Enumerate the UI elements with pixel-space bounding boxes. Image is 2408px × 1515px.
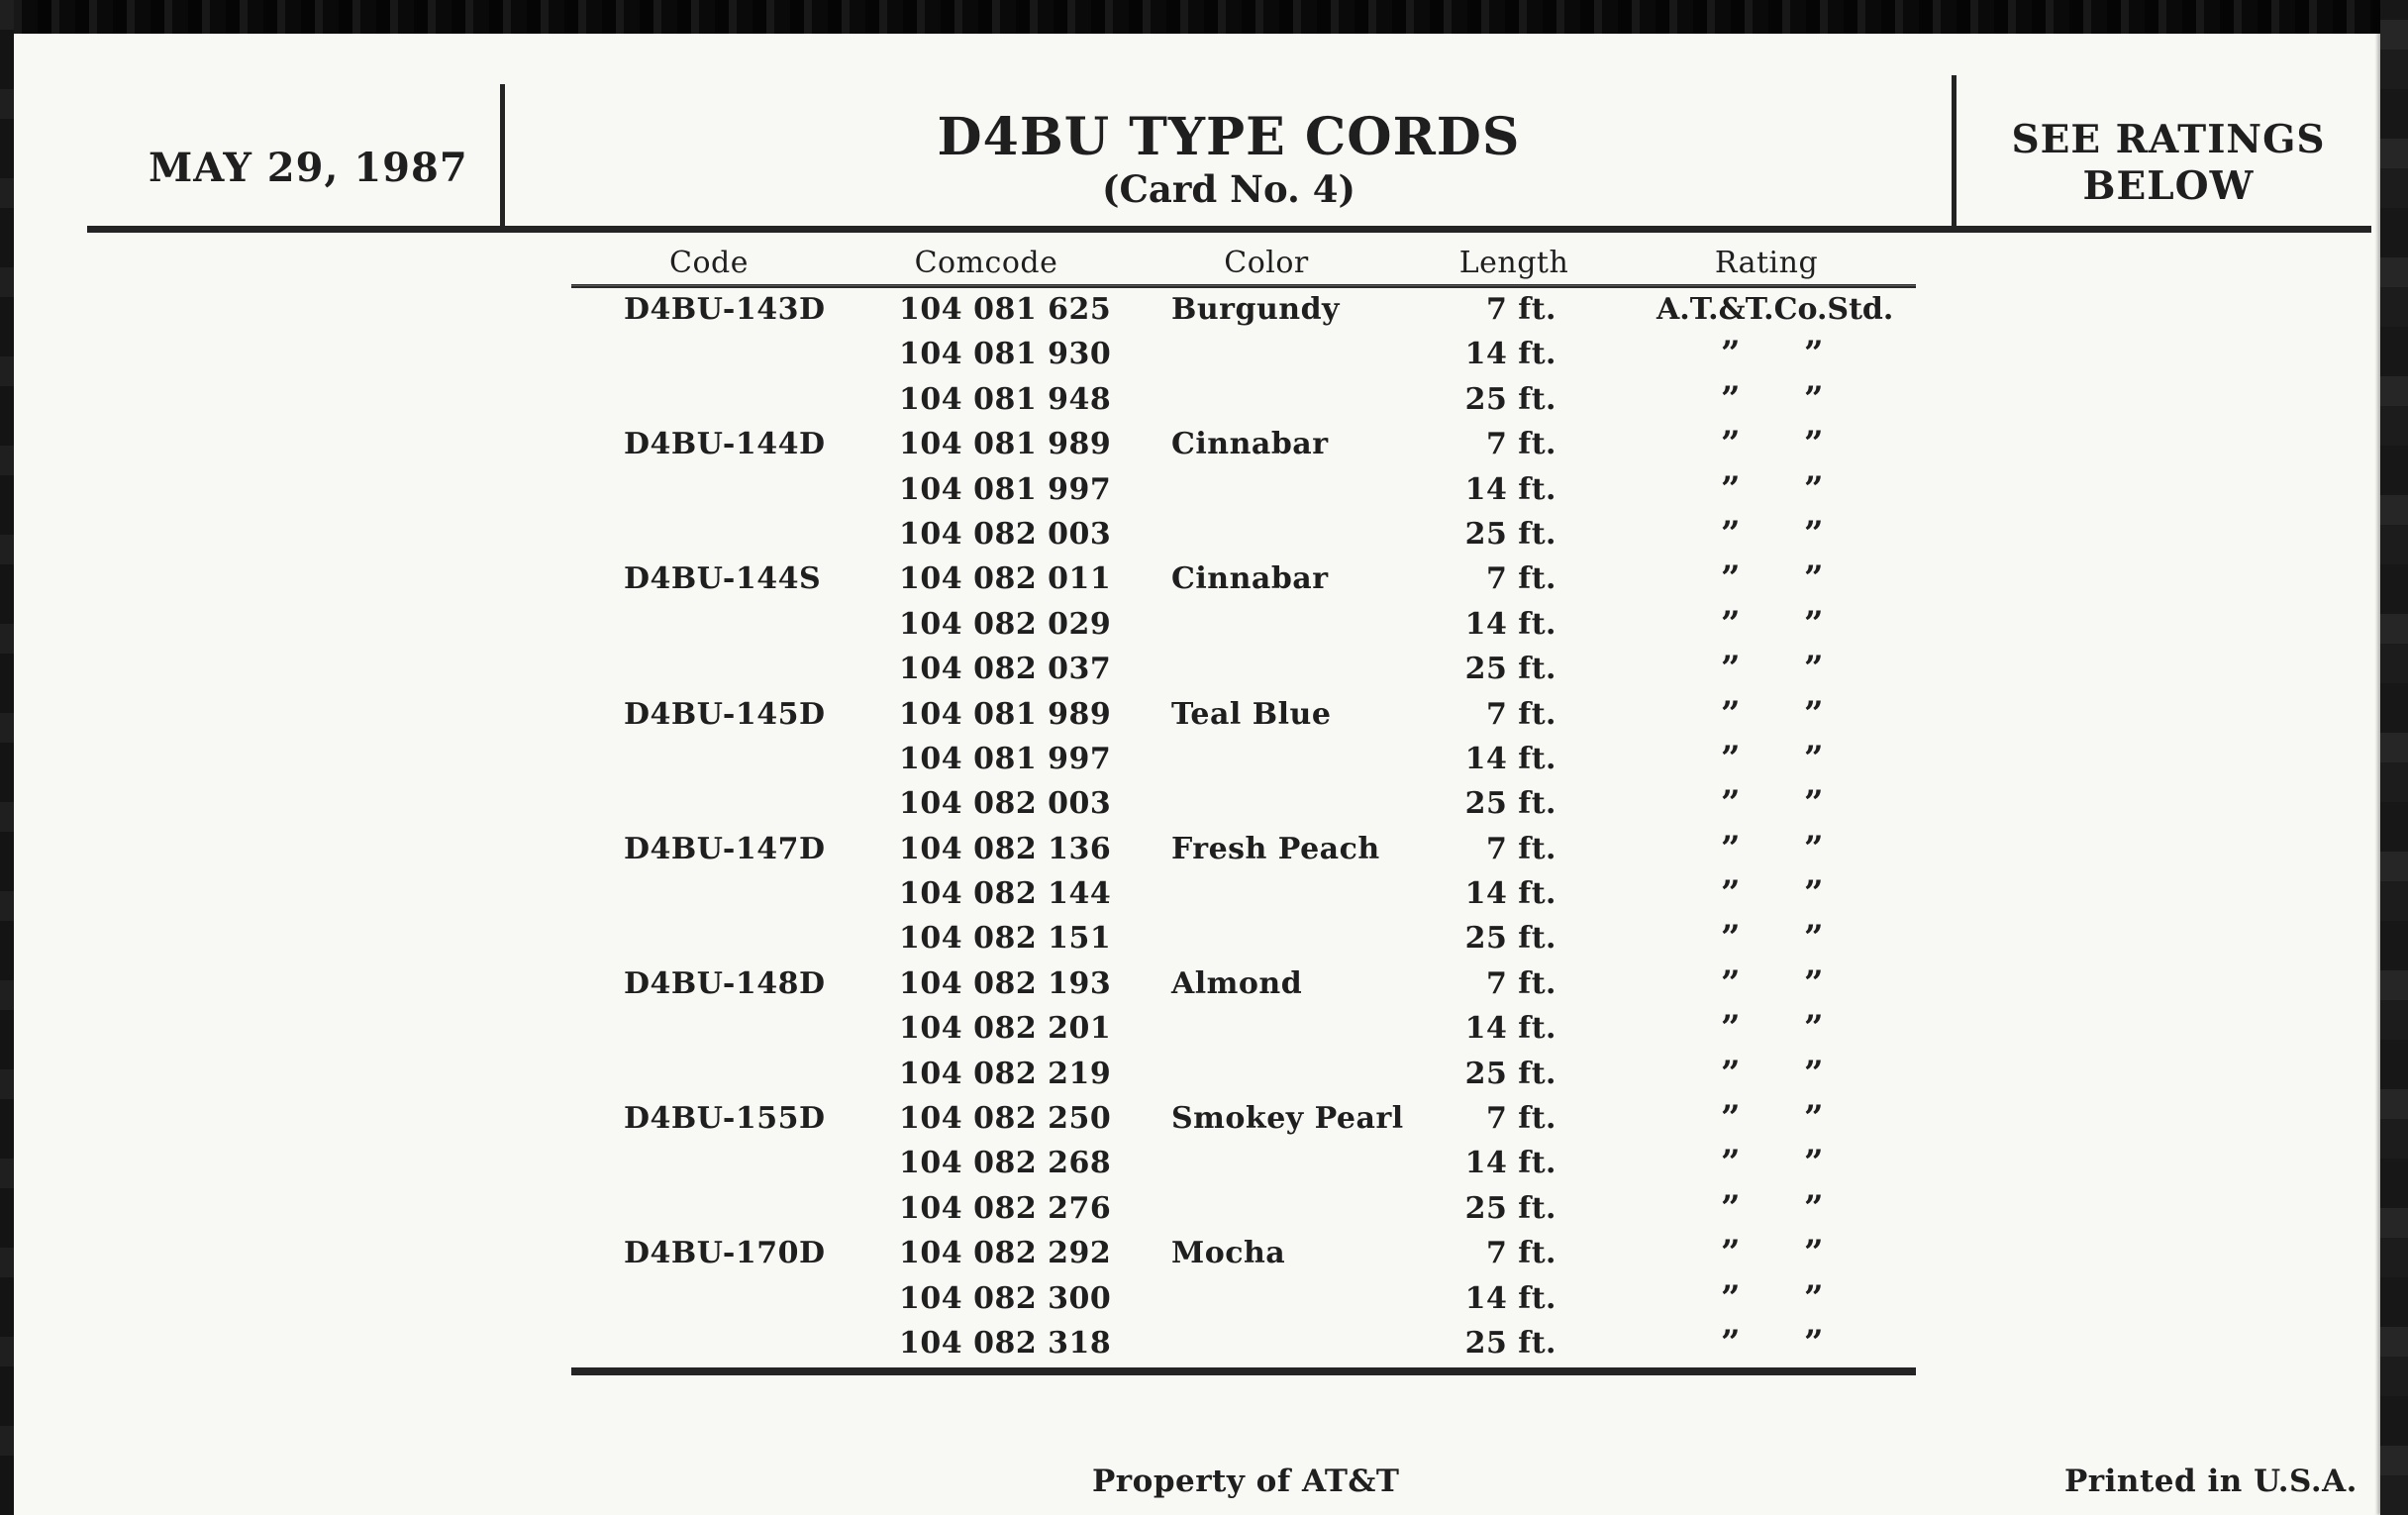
- cell-rating-ditto: ”: [1803, 783, 1825, 824]
- cell-rating-ditto: ”: [1803, 468, 1825, 509]
- title-block: [882, 109, 1575, 210]
- cell-comcode: 104 082 292: [899, 1236, 1112, 1271]
- table-row: [571, 781, 1916, 826]
- header-divider-left: [500, 84, 505, 230]
- cell-code: D4BU-143D: [624, 292, 826, 327]
- cell-comcode: 104 082 276: [899, 1190, 1112, 1226]
- cell-length: 7 ft.: [1485, 696, 1556, 732]
- cell-rating-ditto: ”: [1803, 962, 1825, 1003]
- cell-comcode: 104 082 193: [899, 965, 1112, 1001]
- cell-comcode: 104 081 997: [899, 471, 1112, 507]
- cell-comcode: 104 082 201: [899, 1011, 1112, 1047]
- cell-rating-ditto: ”: [1803, 649, 1825, 689]
- cell-rating-ditto: ”: [1803, 1098, 1825, 1139]
- cell-comcode: 104 081 625: [899, 292, 1112, 327]
- cell-length: 25 ft.: [1464, 1190, 1556, 1226]
- cell-rating-ditto: ”: [1720, 649, 1742, 689]
- cell-rating-ditto: ”: [1720, 693, 1742, 734]
- cell-rating-ditto: ”: [1803, 1187, 1825, 1228]
- page-subtitle: (Card No. 4): [1101, 167, 1356, 211]
- cell-rating-ditto: ”: [1803, 1008, 1825, 1049]
- cell-code: D4BU-155D: [624, 1101, 826, 1137]
- cell-length: 14 ft.: [1464, 1011, 1556, 1047]
- card-date: MAY 29, 1987: [149, 145, 468, 191]
- cell-comcode: 104 082 151: [899, 921, 1112, 957]
- cell-rating-ditto: ”: [1720, 1053, 1742, 1093]
- table-row: [571, 1141, 1916, 1185]
- table-row: [571, 1006, 1916, 1051]
- cell-comcode: 104 082 268: [899, 1146, 1112, 1181]
- cell-length: 25 ft.: [1464, 1056, 1556, 1091]
- cell-rating-ditto: ”: [1720, 558, 1742, 599]
- footer-printed-note: Printed in U.S.A.: [2064, 1464, 2358, 1499]
- cell-rating-ditto: ”: [1720, 828, 1742, 868]
- scan-edge-left: [0, 0, 14, 1515]
- cell-code: D4BU-144S: [624, 561, 822, 597]
- cell-comcode: 104 082 318: [899, 1325, 1112, 1361]
- table-row: [571, 1096, 1916, 1141]
- cell-length: 7 ft.: [1485, 1101, 1556, 1137]
- cell-comcode: 104 082 300: [899, 1280, 1112, 1316]
- table-row: [571, 287, 1916, 332]
- cell-rating-ditto: ”: [1803, 513, 1825, 554]
- cell-code: D4BU-144D: [624, 427, 826, 462]
- cell-length: 25 ft.: [1464, 786, 1556, 822]
- cell-rating-ditto: ”: [1720, 738, 1742, 778]
- cell-rating-ditto: ”: [1720, 603, 1742, 644]
- cell-comcode: 104 082 003: [899, 516, 1112, 552]
- cell-rating-ditto: ”: [1803, 1143, 1825, 1183]
- cell-color: Mocha: [1171, 1236, 1286, 1271]
- cell-length: 25 ft.: [1464, 1325, 1556, 1361]
- table-row: [571, 377, 1916, 422]
- cell-comcode: 104 082 003: [899, 786, 1112, 822]
- cell-code: D4BU-147D: [624, 831, 826, 866]
- cell-comcode: 104 081 997: [899, 741, 1112, 776]
- table-row: [571, 1276, 1916, 1321]
- cell-comcode: 104 082 011: [899, 561, 1112, 597]
- cell-rating-ditto: ”: [1803, 828, 1825, 868]
- cell-rating-ditto: ”: [1720, 1233, 1742, 1273]
- cell-rating-ditto: ”: [1803, 1053, 1825, 1093]
- table-row: [571, 961, 1916, 1006]
- cell-color: Fresh Peach: [1171, 831, 1380, 866]
- cell-rating-ditto: ”: [1720, 1008, 1742, 1049]
- cell-color: Teal Blue: [1171, 696, 1332, 732]
- table-row: [571, 827, 1916, 871]
- cell-length: 25 ft.: [1464, 652, 1556, 687]
- cell-color: Almond: [1171, 965, 1303, 1001]
- cell-rating-ditto: ”: [1803, 1277, 1825, 1318]
- cell-comcode: 104 081 989: [899, 427, 1112, 462]
- cell-comcode: 104 082 219: [899, 1056, 1112, 1091]
- cell-rating-ditto: ”: [1803, 1322, 1825, 1363]
- table-row: [571, 467, 1916, 512]
- ratings-note-line2: BELOW: [2082, 163, 2255, 209]
- cell-rating-ditto: ”: [1720, 424, 1742, 464]
- ratings-note: [1965, 117, 2371, 210]
- cell-rating-ditto: ”: [1720, 334, 1742, 374]
- cell-comcode: 104 082 136: [899, 831, 1112, 866]
- cell-rating-ditto: ”: [1720, 1322, 1742, 1363]
- column-header-length: Length: [1458, 246, 1569, 280]
- table-row: [571, 422, 1916, 466]
- cell-length: 7 ft.: [1485, 831, 1556, 866]
- cell-length: 14 ft.: [1464, 337, 1556, 372]
- cell-length: 25 ft.: [1464, 381, 1556, 417]
- cell-rating-ditto: ”: [1803, 918, 1825, 959]
- cell-color: Cinnabar: [1171, 427, 1329, 462]
- ratings-note-line1: SEE RATINGS: [2011, 117, 2326, 162]
- cell-rating-ditto: ”: [1720, 873, 1742, 914]
- scan-edge-right: [2380, 0, 2408, 1515]
- header-divider-right: [1952, 75, 1956, 230]
- cell-length: 14 ft.: [1464, 876, 1556, 912]
- table-row: [571, 602, 1916, 647]
- cell-color: Burgundy: [1171, 292, 1340, 327]
- cell-rating-ditto: ”: [1720, 1143, 1742, 1183]
- cell-length: 7 ft.: [1485, 1236, 1556, 1271]
- cell-rating-ditto: ”: [1803, 334, 1825, 374]
- cell-rating-ditto: ”: [1803, 424, 1825, 464]
- cell-length: 7 ft.: [1485, 292, 1556, 327]
- cell-rating-ditto: ”: [1720, 468, 1742, 509]
- table-row: [571, 871, 1916, 916]
- table-row: [571, 916, 1916, 960]
- table-row: [571, 556, 1916, 601]
- cell-comcode: 104 081 989: [899, 696, 1112, 732]
- cell-length: 14 ft.: [1464, 606, 1556, 642]
- cell-color: Smokey Pearl: [1171, 1101, 1404, 1137]
- cell-length: 7 ft.: [1485, 427, 1556, 462]
- table-rows: [571, 287, 1916, 1365]
- cell-rating-ditto: ”: [1803, 693, 1825, 734]
- column-header-rating: Rating: [1714, 246, 1819, 280]
- table-row: [571, 512, 1916, 556]
- cord-table: [571, 238, 1916, 1391]
- cell-comcode: 104 081 930: [899, 337, 1112, 372]
- cell-length: 14 ft.: [1464, 1146, 1556, 1181]
- cell-length: 14 ft.: [1464, 741, 1556, 776]
- cell-rating-ditto: ”: [1720, 1187, 1742, 1228]
- cell-rating-ditto: ”: [1803, 378, 1825, 419]
- cell-length: 25 ft.: [1464, 516, 1556, 552]
- table-row: [571, 1231, 1916, 1275]
- cell-rating-ditto: ”: [1803, 738, 1825, 778]
- scan-edge-top: [0, 0, 2408, 34]
- table-row: [571, 1186, 1916, 1231]
- cell-rating-ditto: ”: [1720, 378, 1742, 419]
- cell-rating-ditto: ”: [1720, 1098, 1742, 1139]
- cell-code: D4BU-145D: [624, 696, 826, 732]
- cell-code: D4BU-170D: [624, 1236, 826, 1271]
- cell-rating-ditto: ”: [1803, 873, 1825, 914]
- cell-rating-ditto: ”: [1720, 962, 1742, 1003]
- table-row: [571, 692, 1916, 737]
- table-row: [571, 737, 1916, 781]
- cell-color: Cinnabar: [1171, 561, 1329, 597]
- cell-rating-ditto: ”: [1803, 603, 1825, 644]
- table-bottom-rule: [571, 1367, 1916, 1375]
- cell-length: 7 ft.: [1485, 561, 1556, 597]
- cell-rating-ditto: ”: [1720, 783, 1742, 824]
- cell-rating: A.T.&T.Co.Std.: [1656, 292, 1894, 327]
- header-rule: [87, 226, 2371, 233]
- cell-code: D4BU-148D: [624, 965, 826, 1001]
- table-row: [571, 332, 1916, 376]
- footer-property-note: Property of AT&T: [1092, 1464, 1400, 1499]
- page-title: D4BU TYPE CORDS: [937, 107, 1521, 167]
- cell-length: 14 ft.: [1464, 471, 1556, 507]
- cell-rating-ditto: ”: [1720, 1277, 1742, 1318]
- cell-length: 25 ft.: [1464, 921, 1556, 957]
- column-header-color: Color: [1224, 246, 1309, 280]
- cell-rating-ditto: ”: [1720, 918, 1742, 959]
- cell-comcode: 104 082 029: [899, 606, 1112, 642]
- cell-comcode: 104 082 037: [899, 652, 1112, 687]
- table-row: [571, 1321, 1916, 1365]
- cell-rating-ditto: ”: [1803, 1233, 1825, 1273]
- column-header-code: Code: [669, 246, 749, 280]
- cell-rating-ditto: ”: [1720, 513, 1742, 554]
- column-header-comcode: Comcode: [914, 246, 1058, 280]
- cell-comcode: 104 082 144: [899, 876, 1112, 912]
- cell-rating-ditto: ”: [1803, 558, 1825, 599]
- table-row: [571, 1052, 1916, 1096]
- cell-length: 7 ft.: [1485, 965, 1556, 1001]
- cell-length: 14 ft.: [1464, 1280, 1556, 1316]
- cell-comcode: 104 082 250: [899, 1101, 1112, 1137]
- cell-comcode: 104 081 948: [899, 381, 1112, 417]
- table-row: [571, 647, 1916, 691]
